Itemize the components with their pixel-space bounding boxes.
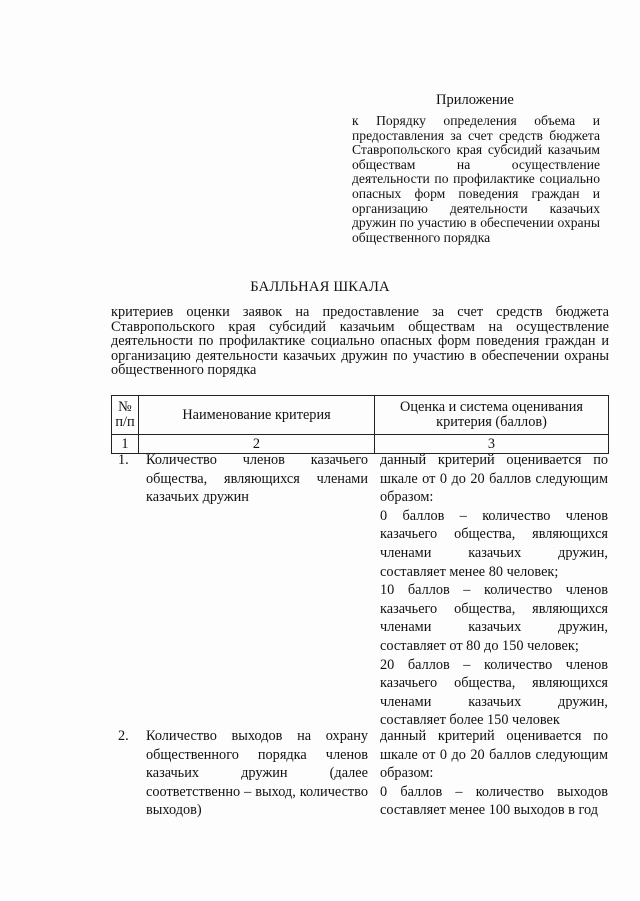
appendix-title: Приложение — [436, 92, 514, 108]
column-number-2: 2 — [139, 435, 375, 454]
evaluation-line: 0 баллов – количество членов казачьего общества, являющихся членами казачьих дружин, составляет менее 80 человек; — [380, 507, 608, 580]
evaluation-line: 20 баллов – количество членов казачьего общества, являющихся членами казачьих дружин, составляет более 150 человек — [380, 656, 608, 729]
evaluation-line: 0 баллов – количество выходов составляет менее 100 выходов в год — [380, 783, 608, 819]
criterion-name: Количество выходов на охрану общественного порядка членов казачьих дружин (далее соответственно – выход, количество выходов) — [146, 728, 368, 819]
column-number-1: 1 — [112, 435, 139, 454]
header-evaluation: Оценка и система оценивания критерия (баллов) — [375, 396, 609, 435]
header-criterion-name: Наименование критерия — [139, 396, 375, 435]
column-number-3: 3 — [375, 435, 609, 454]
evaluation-line: 10 баллов – количество членов казачьего общества, являющихся членами казачьих дружин, составляет от 80 до 150 человек; — [380, 582, 608, 654]
header-number: № п/п — [112, 396, 139, 435]
criterion-name: Количество членов казачьего общества, являющихся членами казачьих дружин — [146, 452, 368, 506]
criterion-evaluation — [380, 727, 608, 820]
evaluation-line: данный критерий оценивается по шкале от 0 до 20 баллов следующим образом: — [380, 728, 608, 782]
page-subtitle: критериев оценки заявок на предоставление за счет средств бюджета Ставропольского края субсидий казачьим обществам на осуществление деятельности по профилактике социально опасных форм поведения граждан и организацию деятельности казачьих дружин по участию в обеспечении охраны общественного порядка — [111, 304, 609, 379]
evaluation-line: данный критерий оценивается по шкале от 0 до 20 баллов следующим образом: — [380, 452, 608, 506]
row-number: 1. — [118, 452, 129, 468]
criterion-evaluation — [380, 451, 608, 730]
page-title: БАЛЛЬНАЯ ШКАЛА — [250, 279, 390, 295]
appendix-text: к Порядку определения объема и предоставления за счет средств бюджета Ставропольского края субсидий казачьим обществам на осуществление деятельности по профилактике социально опасных форм поведения граждан и организацию деятельности казачьих дружин по участию в обеспечении охраны общественного порядка — [352, 113, 600, 245]
criteria-table-header — [111, 395, 609, 454]
row-number: 2. — [118, 728, 129, 744]
